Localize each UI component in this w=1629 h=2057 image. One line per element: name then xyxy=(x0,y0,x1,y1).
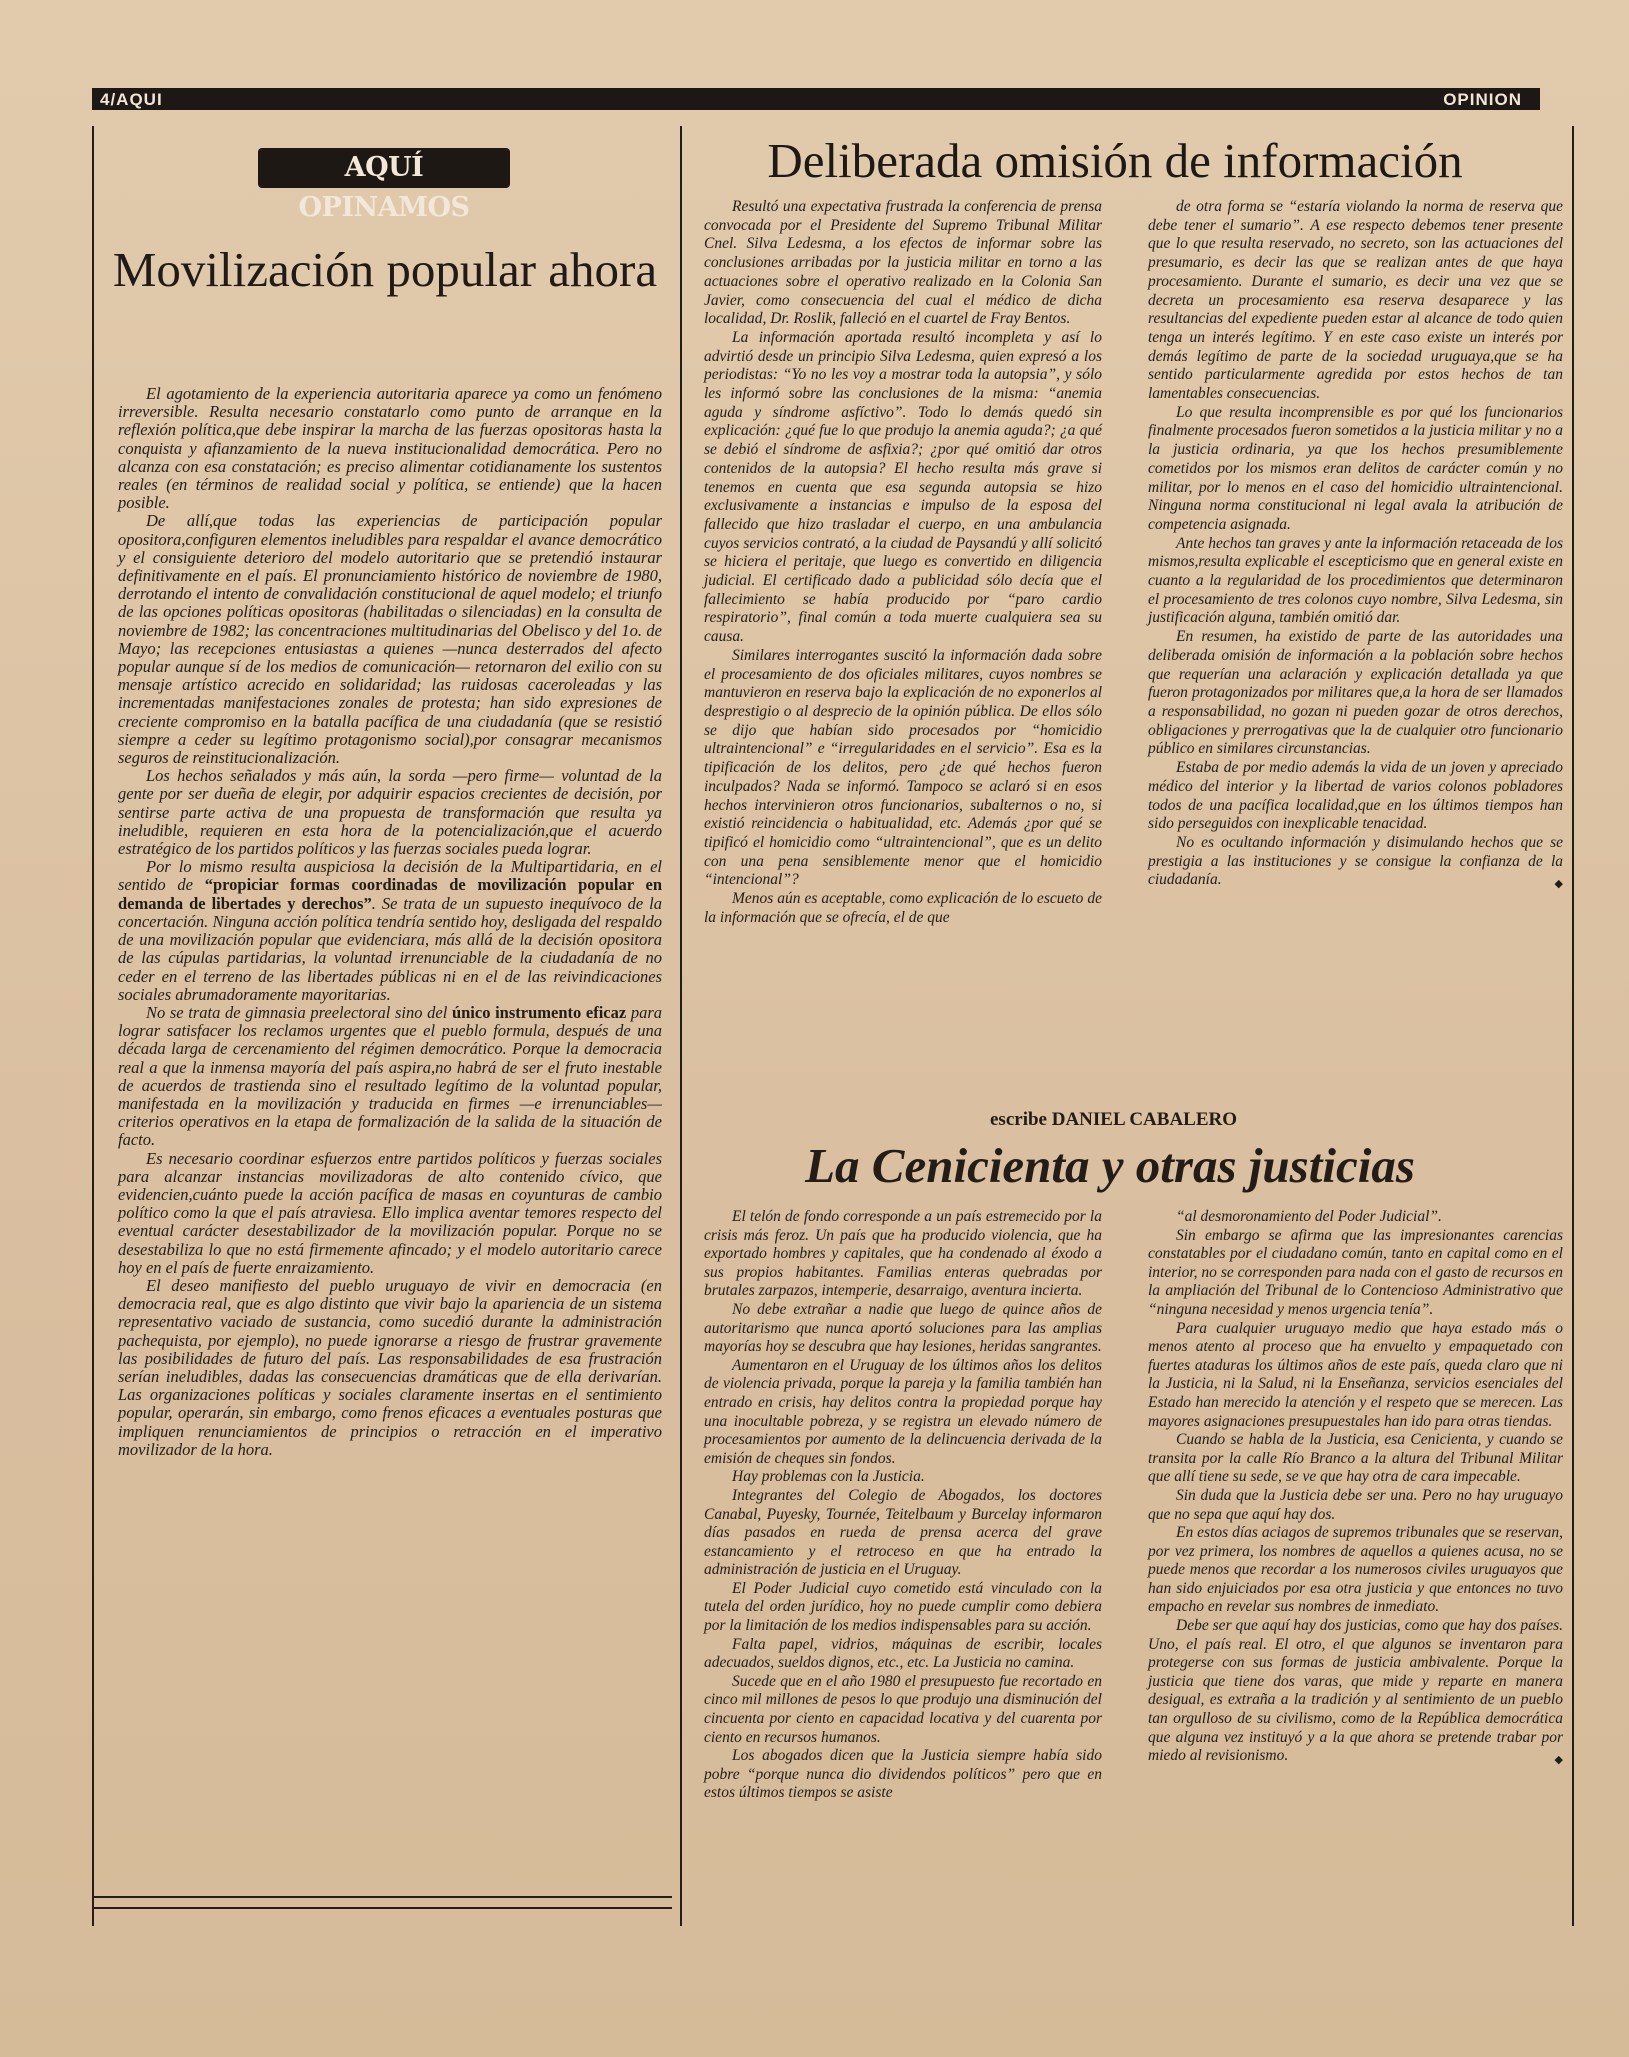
article1-column-2 xyxy=(1148,198,1563,894)
article-paragraph: La información aportada resultó incompleta y así lo advirtió desde un principio Silva Ledesma, quien expresó a los periodistas: “Yo no les voy a mostrar toda la autopsia”, y sólo les informó sobre las conclusiones de la misma: “anemia aguda y síndrome asfíctivo”. Todo lo demás quedó sin explicación: ¿qué fue lo que produjo la anemia aguda?; ¿a qué se debió el síndrome de asfixia?; ¿por qué omitió dar otros contenidos de la autopsia? El hecho resulta más grave si tenemos en cuenta que esa segunda autopsia se hizo exclusivamente a instancias e impulso de la esposa del fallecido que hizo trasladar el cuerpo, en una ambulancia cuyos servicios contrató, a la ciudad de Paysandú y allí solicitó se hiciera el peritaje, que luego es convertido en diligencia judicial. El certificado dado a publicidad sólo decía que el fallecimiento se había producido por “paro cardio respiratorio”, final común a toda muerte cualquiera sea su causa. xyxy=(704,328,1102,646)
article-paragraph: El Poder Judicial cuyo cometido está vinculado con la tutela del orden jurídico, hoy no puede cumplir como debiera por la limitación de los medios indispensables para su acción. xyxy=(704,1579,1102,1635)
article-paragraph: Cuando se habla de la Justicia, esa Cenicienta, y cuando se transita por la calle Río Branco a la altura del Tribunal Militar que allí tiene su sede, se ve que hay otra de cara impecable. xyxy=(1148,1431,1563,1486)
page-number-section: 4/AQUI xyxy=(100,90,163,109)
article-paragraph: Para cualquier uruguayo medio que haya estado más o menos atento al proceso que ha envuelto y empaquetado con fuertes ataduras los últimos años de este país, queda claro que ni la Justicia, ni la Salud, ni la Enseñanza, servicios esenciales del Estado han merecido la atención y el respeto que se merecen. Las mayores asignaciones presupuestales han ido para otras tiendas. xyxy=(1148,1319,1563,1430)
article-paragraph xyxy=(1148,1617,1563,1766)
article-paragraph: Falta papel, vidrios, máquinas de escribir, locales adecuados, sueldos dignos, etc., etc. La Justicia no camina. xyxy=(704,1635,1102,1672)
article-paragraph: Resultó una expectativa frustrada la conferencia de prensa convocada por el Presidente del Supremo Tribunal Militar Cnel. Silva Ledesma, a los efectos de informar sobre las conclusiones arribadas por la justicia militar en torno a las actuaciones sobre el operativo realizado en la Colonia San Javier, como consecuencia del cual el médico de dicha localidad, Dr. Roslik, falleció en el cuartel de Fray Bentos. xyxy=(704,198,1102,328)
article-paragraph: Lo que resulta incomprensible es por qué los funcionarios finalmente procesados fueron sometidos a la justicia militar y no a la justicia ordinaria, ya que los hechos presumiblemente cometidos por los mismos eran delitos de carácter común y no militar, por lo menos en el caso del homicidio ultraintencional. Ninguna norma constitucional ni legal avala la atribución de competencia asignada. xyxy=(1148,403,1563,533)
article1-column-1 xyxy=(704,198,1102,927)
editorial-paragraph: De allí,que todas las experiencias de participación popular opositora,configuren elementos ineludibles para respaldar el avance democrático y el consiguiente deterioro del modelo autoritario que se pretendió instaurar definitivamente en el país. El pronunciamiento histórico de noviembre de 1980, derrotando el intento de convalidación constitucional de aquel modelo; el triunfo de las opciones políticas opositoras (habilitadas o silenciadas) en la consulta de noviembre de 1982; las concentraciones multitudinarias del Obelisco y del 1o. de Mayo; las recepciones entusiastas a quienes —nunca desterrados del afecto popular aunque sí de los medios de comunicación— retornaron del exilio con su mensaje artístico acrecido en solidaridad; las ruidosas caceroleadas y las incrementadas manifestaciones zonales de protesta; han sido expresiones de creciente compromiso en la batalla pacífica de una ciudadanía (que se resistió siempre a ceder su legítimo protagonismo social),por consagrar mecanismos seguros de reinstitucionalización. xyxy=(118,511,662,768)
left-bottom-rule-2 xyxy=(92,1907,672,1909)
article2-column-2 xyxy=(1148,1208,1563,1770)
editorial-paragraph: El agotamiento de la experiencia autoritaria aparece ya como un fenómeno irreversible. Resulta necesario constatarlo como punto de arranque en la reflexión política,que debe inspirar la marcha de las fuerzas opositoras hasta la conquista y afianzamiento de la nueva institucionalidad democrática. Pero no alcanza con esa constatación; es preciso alimentar cotidianamente los sustentos reales (en términos de realidad social y política, se entiende) que la hacen posible. xyxy=(118,384,662,513)
right-border-rule xyxy=(1572,126,1574,1926)
article-paragraph: En estos días aciagos de supremos tribunales que se reservan, por vez primera, los nombres de aquellos a quienes acusa, no se puede menos que recordar a los numerosos civiles uruguayos que han sido enjuiciados por esa otra justicia y que entonces no tuvo empacho en revelar sus nombres de inmediato. xyxy=(1148,1524,1563,1616)
article-paragraph: Estaba de por medio además la vida de un joven y apreciado médico del interior y la libertad de varios colonos pobladores todos de una pacífica localidad,que en los últimos tiempos han sido perseguidos con inexplicable tenacidad. xyxy=(1148,759,1563,833)
editorial-text: Por lo mismo resulta auspiciosa la decisión de la Multipartidaria, en el sentido de xyxy=(118,857,662,895)
author-byline: escribe DANIEL CABALERO xyxy=(990,1109,1238,1130)
editorial-paragraph: El deseo manifiesto del pueblo uruguayo de vivir en democracia (en democracia real, que es algo distinto que vivir bajo la apariencia de un sistema representativo vaciado de sustancia, como sucedió durante la administración pachequista, por ejemplo), no puede ignorarse a riesgo de frustrar gravemente las posibilidades de futuro del país. Las responsabilidades de esa frustración serían ineludibles, dadas las consecuencias dramáticas que de ella derivarían. Las organizaciones políticas y sociales claramente insertas en el sentimiento popular, operarán, sin embargo, como frenos eficaces a eventuales posturas que impliquen renunciamientos de principios o retracción en el imperativo movilizador de la hora. xyxy=(118,1275,662,1459)
article-paragraph: Sin embargo se afirma que las impresionantes carencias constatables por el ciudadano común, tanto en capital como en el interior, no se corresponden para nada con el gasto de recursos en la ampliación del Tribunal de lo Contencioso Administrativo que “ninguna necesidad y menos urgencia tenía”. xyxy=(1148,1226,1563,1318)
article-paragraph: Sin duda que la Justicia debe ser una. Pero no hay uruguayo que no sepa que aquí hay dos. xyxy=(1148,1486,1563,1523)
article-paragraph: El telón de fondo corresponde a un país estremecido por la crisis más feroz. Un país que ha producido violencia, que ha exportado hombres y capitales, que ha condenado al éxodo a sus propios habitantes. Familias enteras quebradas por brutales zarpazos, intemperie, desarraigo, aventura incierta. xyxy=(704,1208,1102,1300)
article-text: Debe ser que aquí hay dos justicias, como que hay dos países. Uno, el país real. El otro, el que algunos se inventaron para protegerse con sus formas de justicia ambivalente. Porque la justicia que tiene dos varas, que mide y reparte en manera desigual, es extraña a la tradición y al sentimiento de un pueblo tan orgulloso de su civilismo, como de la República democrática que alguna vez instituyó y a la que ahora se pretende trabar por miedo al revisionismo. xyxy=(1148,1617,1563,1765)
editorial-text: . Se trata de un supuesto inequívoco de la concertación. Ninguna acción política tendría sentido hoy, desligada del respaldo de una movilización popular que evidenciara, más allá de la decisión opositora de las cúpulas partidarias, la voluntad irrenunciable de la ciudadanía de no ceder en el terreno de las libertades públicas ni en el de las reivindicaciones sociales abrumadoramente mayoritarias. xyxy=(118,893,662,1004)
article-paragraph: de otra forma se “estaría violando la norma de reserva que debe tener el sumario”. A ese respecto debemos tener presente que lo que resulta reservado, no secreto, son las actuaciones del presumario, es decir las que se realizan antes de que haya procesamiento. Durante el sumario, es decir una vez que se decreta un procesamiento esa reserva desaparece y las resultancias del expediente pueden estar al alcance de todo quien tenga un interés legítimo. Y en este caso existe un interés por demás legítimo de parte de la sociedad uruguaya,que se ha sentido particularmente agredida por estos hechos de tan lamentables consecuencias. xyxy=(1148,198,1563,403)
article-paragraph: Aumentaron en el Uruguay de los últimos años los delitos de violencia privada, porque la pareja y la familia también han entrado en crisis, hay delitos contra la propiedad porque hay una inocultable pobreza, y se registra un elevado número de procesamientos por aumento de la delincuencia derivada de la emisión de cheques sin fondos. xyxy=(704,1356,1102,1467)
editorial-paragraph: Los hechos señalados y más aún, la sorda —pero firme— voluntad de la gente por ser dueña de elegir, por adquirir espacios crecientes de decisión, por sentirse parte activa de una propuesta de transformación que resulta ya ineludible, requieren en esta hora de la potencialización,que el acuerdo estratégico de los partidos políticos y las fuerzas sociales pueda lograr. xyxy=(118,766,662,859)
left-border-rule xyxy=(92,126,94,1926)
article-paragraph: Ante hechos tan graves y ante la información retaceada de los mismos,resulta explicable el escepticismo que en general existe en cuanto a la regularidad de los procedimientos que determinaron el procesamiento de tres colonos cuyo nombre, Silva Ledesma, sin justificación alguna, también omitió dar. xyxy=(1148,534,1563,627)
editorial-quote-bold: “propiciar formas coordinadas de movilización popular en demanda de libertades y derechos” xyxy=(118,875,662,913)
article-paragraph: En resumen, ha existido de parte de las autoridades una deliberada omisión de información a la población sobre hechos que requerían una aclaración y explicación detallada ya que fueron protagonizados por militares que,a la hora de ser llamados a responsabilidad, no gozan ni pueden gozar de otros derechos, obligaciones y prerrogativas que la de cualquier otro funcionario público en similares circunstancias. xyxy=(1148,628,1563,758)
center-column-rule xyxy=(680,126,682,1926)
article-headline: La Cenicienta y otras justicias xyxy=(805,1138,1415,1193)
editorial-text: No se trata de gimnasia preelectoral sino del xyxy=(146,1002,452,1022)
article-text: No es ocultando información y disimulando hechos que se prestigia a las instituciones y se consigue la confianza de la ciudadanía. xyxy=(1148,833,1563,889)
article-paragraph: Sucede que en el año 1980 el presupuesto fue recortado en cinco mil millones de pesos lo que produjo una disminución del cincuenta por ciento en capacidad locativa y del cuarenta por ciento en recursos humanos. xyxy=(704,1672,1102,1746)
editorial-title: Movilización popular ahora xyxy=(112,242,658,297)
left-bottom-rule xyxy=(92,1896,672,1898)
editorial-bold: único instrumento eficaz xyxy=(451,1002,627,1022)
article-paragraph: No debe extrañar a nadie que luego de quince años de autoritarismo que nunca aportó soluciones para las amplias mayorías hoy se descubra que hay lesiones, heridas sangrantes. xyxy=(704,1300,1102,1356)
end-mark-icon: ◆ xyxy=(1554,1754,1563,1767)
article2-column-1 xyxy=(704,1208,1102,1803)
end-mark-icon: ◆ xyxy=(1554,878,1563,891)
page-header-bar xyxy=(92,88,1540,110)
article-paragraph: Menos aún es aceptable, como explicación de lo escueto de la información que se ofrecía, el de que xyxy=(704,890,1102,926)
article-paragraph: Hay problemas con la Justicia. xyxy=(732,1468,925,1486)
aqui-opinamos-logo: AQUÍ OPINAMOS xyxy=(258,148,510,188)
article-paragraph xyxy=(1148,834,1563,890)
article-paragraph: Los abogados dicen que la Justicia siempre había sido pobre “porque nunca dio dividendos políticos” pero que en estos últimos tiempos se asiste xyxy=(704,1747,1102,1802)
article-paragraph: Similares interrogantes suscitó la información dada sobre el procesamiento de dos oficiales militares, cuyos nombres se mantuvieron en reserva bajo la explicación de no exponerlos al desprestigio o al desprecio de la opinión pública. De ellos sólo se dijo que habían sido procesados por “homicidio ultraintencional” e “irregularidades en el servicio”. Esa es la tipificación de los delitos, pero ¿de qué hechos fueron inculpados? Nada se informó. Tampoco se aclaró si en esos hechos intervinieron otros funcionarios, subalternos o no, si existió reincidencia o habitualidad, etc. Además ¿por qué se tipificó el homicidio como “ultraintencional”, que es un delito con una pena sensiblemente menor que el homicidio “intencional”? xyxy=(704,646,1102,889)
section-name: OPINION xyxy=(1443,90,1522,109)
article-paragraph: Integrantes del Colegio de Abogados, los doctores Canabal, Puyesky, Tournée, Teitelbaum y Burcelay informaron días pasados en rueda de prensa acerca del grave estancamiento y el retroceso en que ha entrado la administración de justicia en el Uruguay. xyxy=(704,1486,1102,1579)
editorial-paragraph xyxy=(118,858,662,1004)
editorial-body xyxy=(118,385,662,1459)
editorial-text: para lograr satisfacer los reclamos urgentes que el pueblo formula, después de una década larga de cercenamiento del régimen democrático. Porque la democracia real a que la inmensa mayoría del país aspira,no habrá de ser el fruto inestable de acuerdos de trastienda sino el resultado legítimo de la voluntad popular, manifestada en la movilización y traducida en firmes —e irrenunciables— criterios operativos en la etapa de formalización de la salida de la situación de facto. xyxy=(118,1002,663,1150)
editorial-paragraph: Es necesario coordinar esfuerzos entre partidos políticos y fuerzas sociales para alcanzar instancias movilizadoras de alto contenido cívico, que evidencien,cuánto puede la acción pacífica de masas en coyunturas de cambio político como la que el país atraviesa. Ello implica aventar temores respecto del eventual carácter desestabilizador de la movilización popular. Porque no se desestabiliza lo que no está firmemente afincado; y el modelo autoritario carece hoy en el país de fuerte enraizamiento. xyxy=(118,1148,662,1277)
article-paragraph: “al desmoronamiento del Poder Judicial”. xyxy=(1176,1208,1442,1225)
editorial-paragraph xyxy=(118,1004,662,1150)
article-headline: Deliberada omisión de información xyxy=(767,133,1463,188)
